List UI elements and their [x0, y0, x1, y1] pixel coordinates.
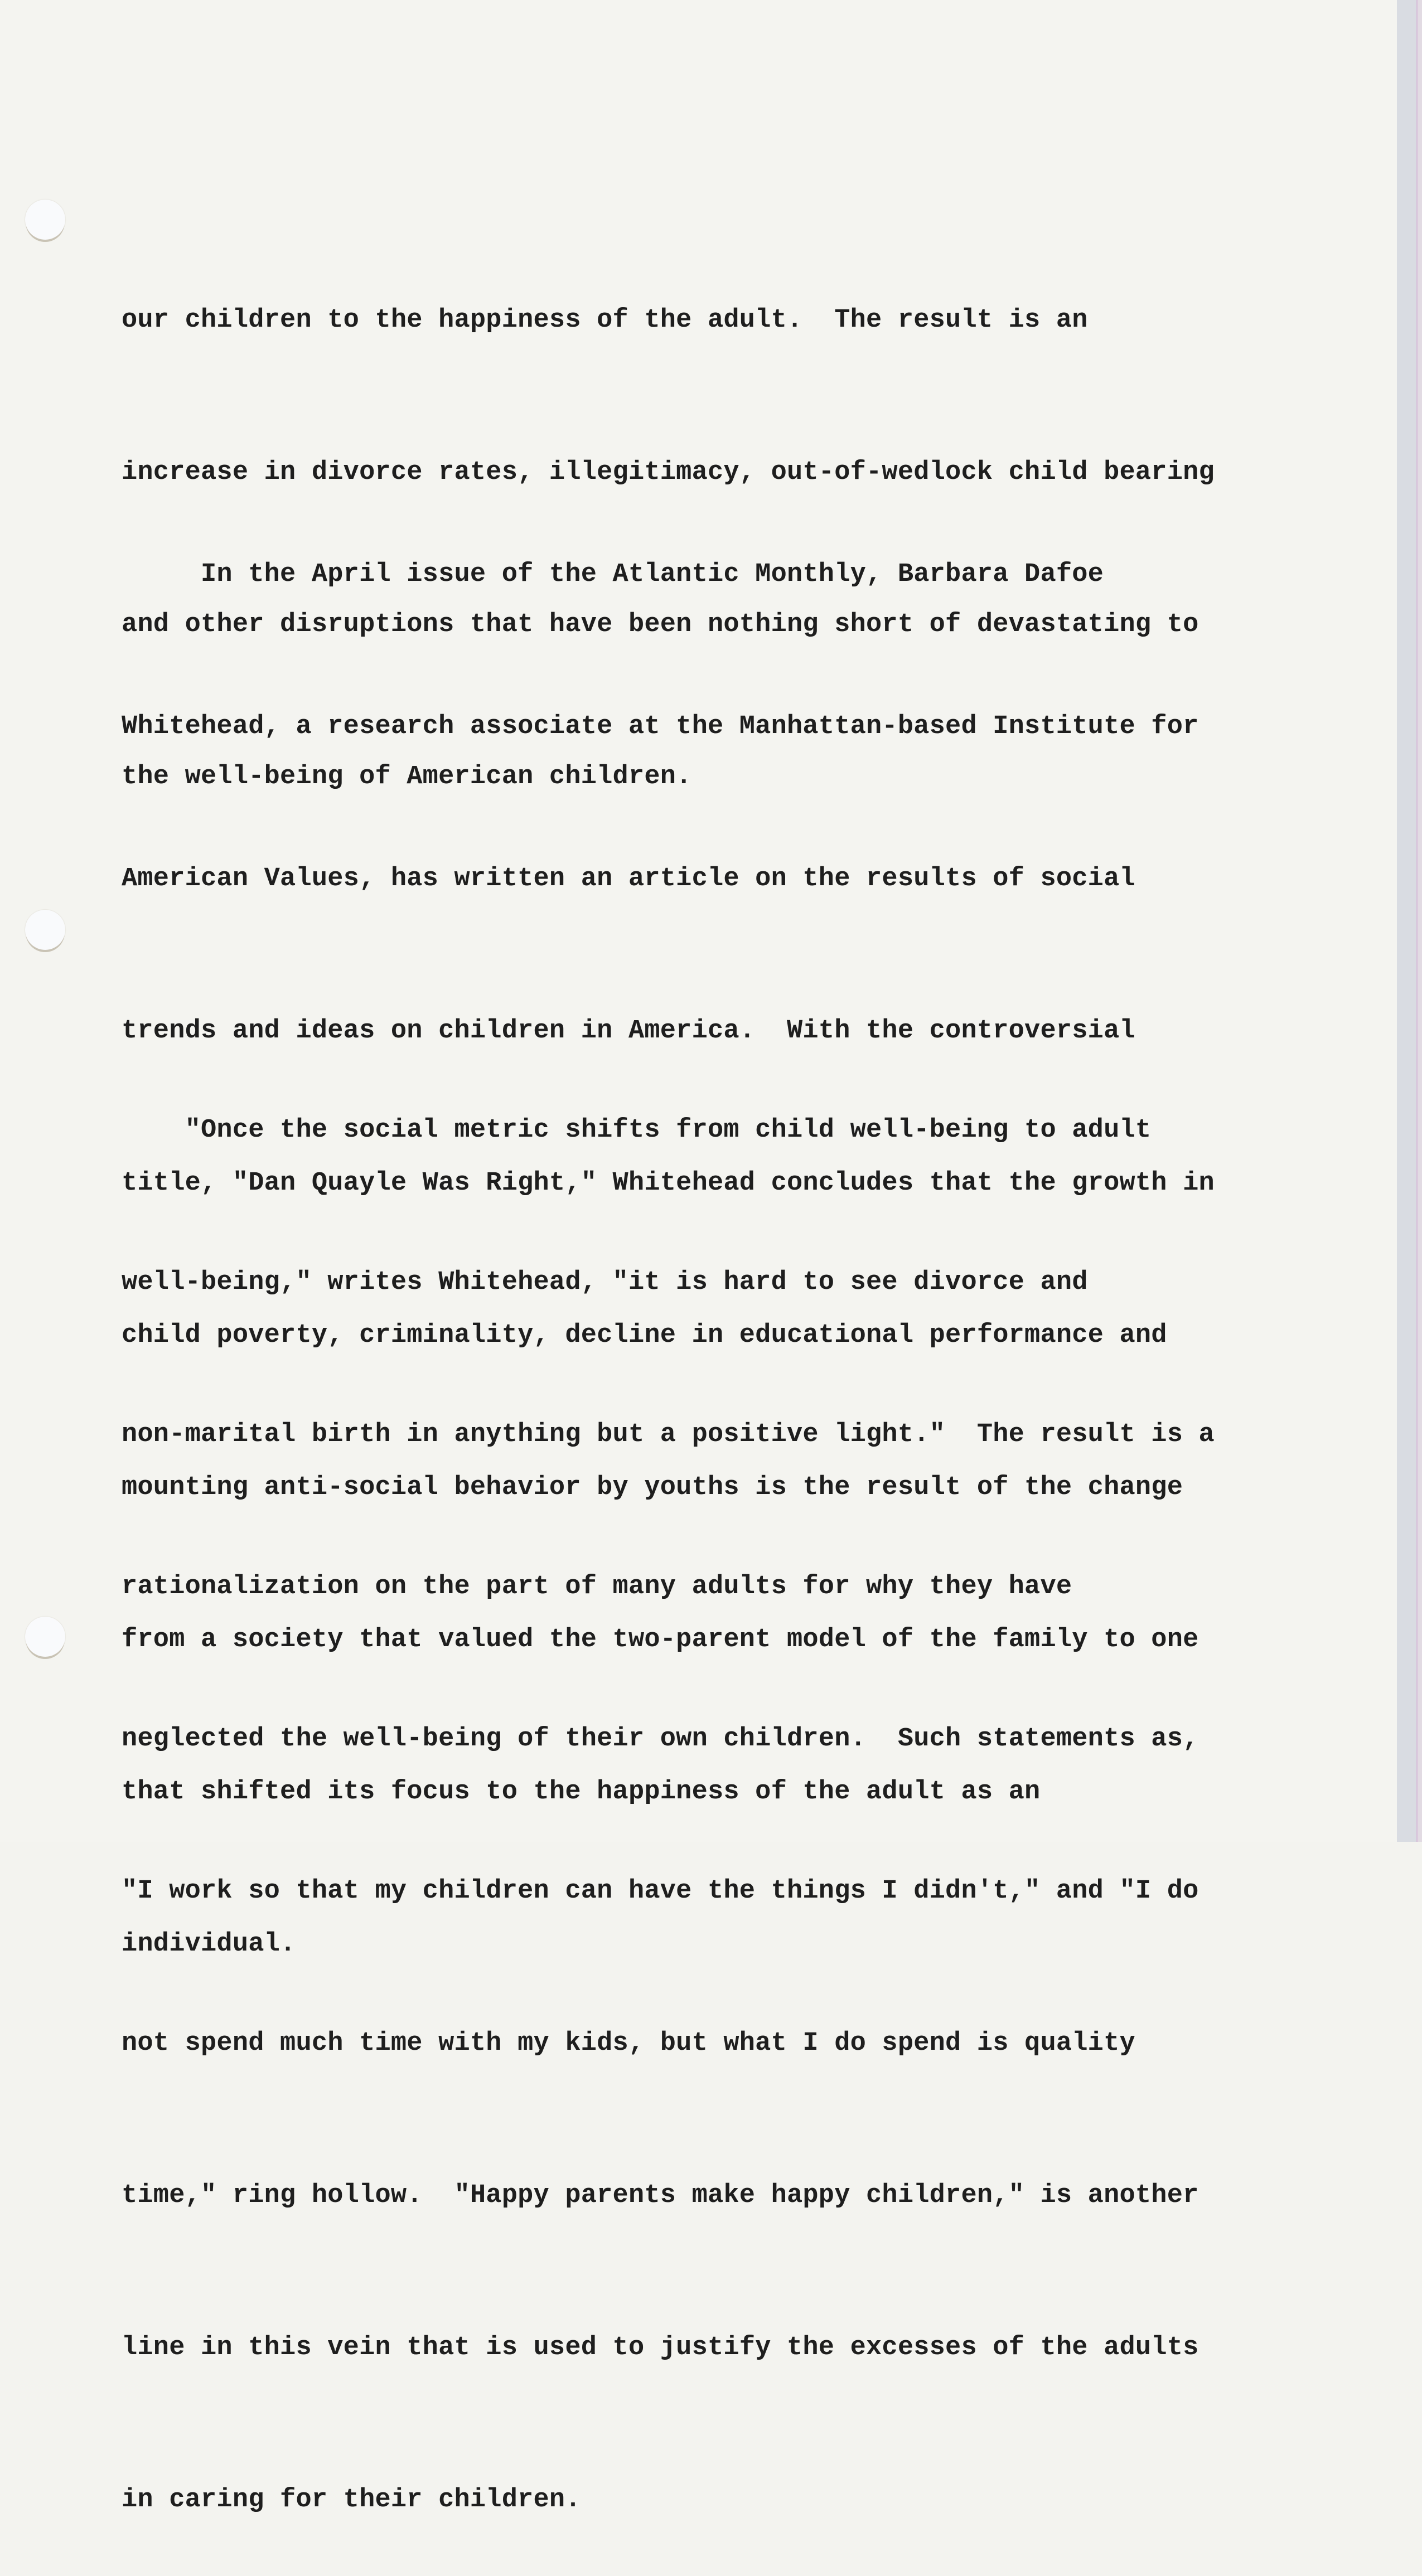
text-line: "I work so that my children can have the things I didn't," and "I do [122, 1876, 1199, 1906]
page-edge-strip [1416, 0, 1422, 1842]
text-line: non-marital birth in anything but a positive light." The result is a [122, 1420, 1215, 1449]
paragraph-3 [122, 1003, 1321, 2576]
binder-hole-icon [25, 200, 65, 240]
text-line: well-being," writes Whitehead, "it is hard to see divorce and [122, 1268, 1088, 1297]
page-edge-shadow [1397, 0, 1416, 1842]
text-line: that shifted its focus to the happiness of the adult as an [122, 1777, 1041, 1807]
text-line: line in this vein that is used to justify the excesses of the adults [122, 2333, 1199, 2362]
text-line: title, "Dan Quayle Was Right," Whitehead concludes that the growth in [122, 1168, 1215, 1198]
text-line: trends and ideas on children in America. With the controversial [122, 1016, 1135, 1046]
text-line: child poverty, criminality, decline in educational performance and [122, 1321, 1167, 1350]
text-line: our children to the happiness of the adult. The result is an [122, 305, 1088, 335]
text-line: and other disruptions that have been nothing short of devastating to [122, 610, 1199, 639]
text-line: American Values, has written an article on the results of social [122, 864, 1135, 894]
text-line: not spend much time with my kids, but what I do spend is quality [122, 2029, 1135, 2058]
binder-hole-icon [25, 910, 65, 950]
text-line: individual. [122, 1929, 296, 1959]
text-line: neglected the well-being of their own children. Such statements as, [122, 1724, 1199, 1754]
text-line: time," ring hollow. "Happy parents make happy children," is another [122, 2181, 1199, 2210]
text-line: In the April issue of the Atlantic Monthly, Barbara Dafoe [122, 560, 1104, 589]
text-line: from a society that valued the two-parent model of the family to one [122, 1625, 1199, 1655]
text-line: in caring for their children. [122, 2485, 581, 2515]
text-line: mounting anti-social behavior by youths is the result of the change [122, 1473, 1183, 1502]
text-line: increase in divorce rates, illegitimacy, out-of-wedlock child bearing [122, 458, 1215, 487]
binder-hole-icon [25, 1617, 65, 1657]
text-line: Whitehead, a research associate at the Manhattan-based Institute for [122, 712, 1199, 741]
text-line: the well-being of American children. [122, 762, 692, 792]
text-line: rationalization on the part of many adults for why they have [122, 1572, 1072, 1602]
text-line: "Once the social metric shifts from child well-being to adult [122, 1115, 1152, 1145]
